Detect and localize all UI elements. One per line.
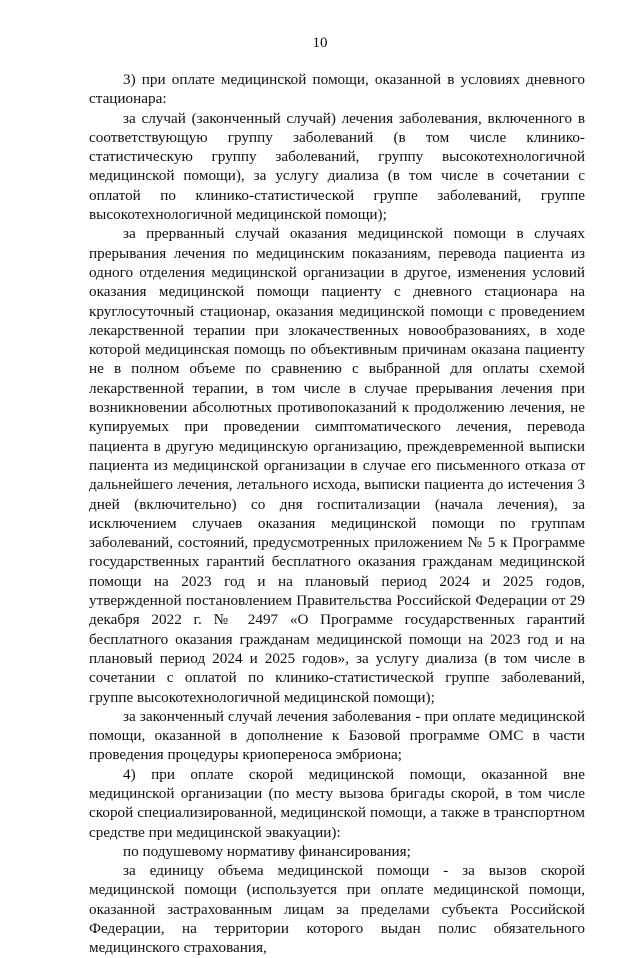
paragraph-cryotransfer: за законченный случай лечения заболевания - при оплате медицинской помощи, оказанной в дополнение к Базовой программе ОМС в части проведения процедуры криопереноса эмбриона; bbox=[89, 707, 585, 764]
paragraph-ambulance-intro: 4) при оплате скорой медицинской помощи, оказанной вне медицинской организации (по месту вызова бригады скорой, в том числе скорой специализированной, медицинской помощи, а также в транспортном средстве при медицинской эвакуации): bbox=[89, 765, 585, 841]
paragraph-interrupted-case: за прерванный случай оказания медицинской помощи в случаях прерывания лечения по медицинским показаниям, перевода пациента из одного отделения медицинской организации в другое, изменения условий оказания медицинской помощи пациенту с дневного стационара на круглосуточный стационар, оказания медицинской помощи с проведением лекарственной терапии при злокачественных новообразованиях, в ходе которой медицинская помощь по объективным причинам оказана пациенту не в полном объеме по сравнению с выбранной для оплаты схемой лекарственной терапии, в том числе в случае прерывания лечения при возникновении абсолютных противопоказаний к продолжению лечения, не купируемых при проведении симптоматического лечения, перевода пациента в другую медицинскую организацию, преждевременной выписки пациента из медицинской организации в случае его письменного отказа от дальнейшего лечения, летального исхода, выписки пациента до истечения 3 дней (включительно) со дня госпитализации (начала лечения), за исключением случаев оказания медицинской помощи по группам заболеваний, состояний, предусмотренных приложением № 5 к Программе государственных гарантий бесплатного оказания гражданам медицинской помощи на 2023 год и на плановый период 2024 и 2025 годов, утвержденной постановлением Правительства Российской Федерации от 29 декабря 2022 г. № 2497 «О Программе государственных гарантий бесплатного оказания гражданам медицинской помощи на 2023 год и на плановый период 2024 и 2025 годов», за услугу диализа (в том числе в сочетании с оплатой по клинико-статистической группе заболеваний, группе высокотехнологичной медицинской помощи); bbox=[89, 225, 585, 706]
paragraph-per-capita: по подушевому нормативу финансирования; bbox=[123, 842, 411, 860]
page-number: 10 bbox=[312, 35, 328, 51]
document-body bbox=[89, 70, 585, 958]
paragraph-day-hospital-intro: 3) при оплате медицинской помощи, оказанной в условиях дневного стационара: bbox=[89, 71, 585, 108]
paragraph-completed-case: за случай (законченный случай) лечения заболевания, включенного в соответствующую группу заболеваний (в том числе клинико-статистическую группу заболеваний, группу высокотехнологичной медицинской помощи), за услугу диализа (в том числе в сочетании с оплатой по клинико-статистической группе заболеваний, группе высокотехнологичной медицинской помощи); bbox=[89, 109, 585, 224]
paragraph-per-call: за единицу объема медицинской помощи - за вызов скорой медицинской помощи (используется при оплате медицинской помощи, оказанной застрахованным лицам за пределами субъекта Российской Федерации, на территории которого выдан полис обязательного медицинского страхования, bbox=[89, 862, 585, 957]
